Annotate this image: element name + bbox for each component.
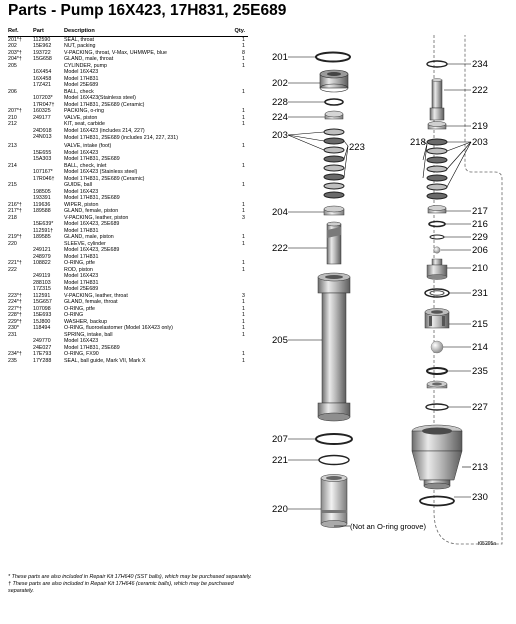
cell-qty: 1 xyxy=(242,208,245,214)
cell-description: WASHER, backup xyxy=(64,318,108,325)
cell-description: GLAND, female, throat xyxy=(64,299,118,305)
cell-qty: 1 xyxy=(242,43,245,49)
cell-part: 15G658 xyxy=(33,56,52,62)
o-ring-groove-note: (Not an O-ring groove) xyxy=(350,522,426,531)
cell-qty: 1 xyxy=(242,331,245,338)
cell-ref: 215 xyxy=(8,182,17,188)
cell-qty: 1 xyxy=(242,234,245,240)
cell-description: O-RING, fluoroelastomer (Model 16X423 only) xyxy=(64,325,173,331)
label-231: 231 xyxy=(472,288,488,299)
label-201: 201 xyxy=(272,52,288,63)
cell-qty: 1 xyxy=(242,108,245,114)
cell-description: O-RING, FX90 xyxy=(64,351,99,357)
cell-ref: 231 xyxy=(8,331,17,338)
cell-qty: 1 xyxy=(242,299,245,305)
cell-part: 189588 xyxy=(33,208,51,214)
footnotes xyxy=(8,574,252,595)
cell-qty: 1 xyxy=(242,56,245,62)
cell-part: 15E639* xyxy=(33,221,54,227)
parts-table xyxy=(8,28,248,364)
part-218-v-packing-stack xyxy=(427,139,447,199)
cell-part: 15A303 xyxy=(33,156,52,162)
cell-description: Model 16X423 xyxy=(64,338,99,344)
label-222-left: 222 xyxy=(272,243,288,254)
label-219: 219 xyxy=(472,121,488,132)
cell-description: NUT, packing xyxy=(64,43,96,49)
cell-part: 16X458 xyxy=(33,75,52,82)
cell-qty: 1 xyxy=(242,312,245,318)
cell-ref: 222 xyxy=(8,266,17,273)
cell-description: PACKING, o-ring xyxy=(64,108,104,114)
cell-part: 198505 xyxy=(33,188,51,195)
cell-ref: 235 xyxy=(8,357,17,364)
cell-qty: 1 xyxy=(242,121,245,127)
cell-qty: 1 xyxy=(242,260,245,266)
label-217: 217 xyxy=(472,206,488,217)
label-210: 210 xyxy=(472,263,488,274)
cell-part: 249121 xyxy=(33,247,51,253)
cell-description: GLAND, male, throat xyxy=(64,56,114,62)
cell-part: 24E027 xyxy=(33,344,52,351)
cell-ref: 221*† xyxy=(8,260,22,266)
cell-ref: 228*† xyxy=(8,312,22,318)
cell-ref: 203*† xyxy=(8,49,22,56)
label-234: 234 xyxy=(472,59,488,70)
cell-qty: 1 xyxy=(242,114,245,121)
part-214-ball xyxy=(431,341,443,353)
table-row xyxy=(8,358,248,365)
cell-ref: 204*† xyxy=(8,56,22,62)
label-222-right: 222 xyxy=(472,85,488,96)
cell-description: KIT, seat, carbide xyxy=(64,121,105,127)
cell-ref xyxy=(8,134,33,143)
cell-ref: 212 xyxy=(8,121,17,127)
cell-description: Model 16X423 xyxy=(64,188,99,195)
cell-part: 107203* xyxy=(33,95,53,101)
cell-qty: 1 xyxy=(242,357,245,364)
cell-description: Model 17H831 xyxy=(64,227,99,234)
part-213-intake-valve xyxy=(412,425,462,489)
cell-description: O-RING, ptfe xyxy=(64,260,95,266)
cell-part: 107167* xyxy=(33,169,53,175)
part-217-gland-female xyxy=(428,206,446,214)
cell-description: Model 25E689 xyxy=(64,82,99,88)
cell-description: SEAL, ball guide, Mark VII, Mark X xyxy=(64,357,146,364)
label-203-right: 203 xyxy=(472,137,488,148)
cell-ref: 230* xyxy=(8,325,19,331)
footnote-dagger: † These parts are also included in Repair Kit 17H646 (ceramic balls), which may be purchased separately. xyxy=(8,581,234,594)
cell-qty: 1 xyxy=(242,318,245,325)
part-202-packing-nut xyxy=(320,70,348,92)
cell-ref: 224*† xyxy=(8,299,22,305)
figure-id: t05295a xyxy=(478,541,497,547)
cell-part: 15E962 xyxy=(33,43,52,49)
part-230-o-ring xyxy=(420,497,454,506)
label-207: 207 xyxy=(272,434,288,445)
label-206: 206 xyxy=(472,245,488,256)
label-224: 224 xyxy=(272,112,288,123)
cell-part: 17E793 xyxy=(33,351,52,357)
cell-part: 15J800 xyxy=(33,318,51,325)
part-229-washer xyxy=(430,235,444,239)
col-header-qty: Qty. xyxy=(222,28,248,36)
cell-description: Model 16X423 xyxy=(64,69,99,75)
cell-description: Model 16X423 xyxy=(64,149,99,156)
cell-part: 249119 xyxy=(33,273,51,279)
cell-qty: 8 xyxy=(242,49,245,56)
cell-qty: 1 xyxy=(242,88,245,95)
cell-qty xyxy=(222,134,248,143)
cell-part: 108822 xyxy=(33,260,51,266)
cell-description: SPRING, intake, ball xyxy=(64,331,113,338)
part-228-o-ring xyxy=(325,99,343,105)
label-235: 235 xyxy=(472,366,488,377)
part-207-o-ring xyxy=(316,434,352,444)
cell-part: 16X454 xyxy=(33,69,52,75)
cell-qty: 3 xyxy=(242,292,245,299)
cell-description: BALL, check, inlet xyxy=(64,162,107,169)
table-row xyxy=(8,134,248,143)
cell-part: 112591† xyxy=(33,227,54,234)
col-header-ref: Ref. xyxy=(8,28,33,36)
cell-ref: 210 xyxy=(8,114,17,121)
cell-qty: 1 xyxy=(242,182,245,188)
cell-ref: 223*† xyxy=(8,292,22,299)
cell-description: Model 16X423(Stainless steel) xyxy=(64,95,136,101)
cell-description: Model 17H831, 25E689 (Ceramic) xyxy=(64,175,145,182)
cell-ref: 219*† xyxy=(8,234,22,240)
cell-description: Model 16X423 xyxy=(64,273,99,279)
page-title: Parts - Pump 16X423, 17H831, 25E689 xyxy=(8,2,287,19)
part-212-seat xyxy=(427,381,447,388)
cell-description: SLEEVE, cylinder xyxy=(64,240,106,247)
cell-part: 17R046† xyxy=(33,175,55,182)
label-214: 214 xyxy=(472,342,488,353)
cell-part: 112590 xyxy=(33,36,51,43)
cell-part: 288103 xyxy=(33,279,51,286)
cell-qty: 1 xyxy=(242,305,245,312)
label-218: 218 xyxy=(410,137,426,148)
cell-description: VALVE, piston xyxy=(64,114,98,121)
part-231-spring xyxy=(425,289,449,297)
cell-description: Model 16X423, 25E689 xyxy=(64,247,120,253)
cell-description: Model 17H831 xyxy=(64,279,99,286)
cell-description: V-PACKING, leather, throat xyxy=(64,292,128,299)
cell-description: O-RING, ptfe xyxy=(64,305,95,312)
part-227-o-ring xyxy=(426,404,448,410)
cell-description: Model 17H831, 25E689 xyxy=(64,195,120,201)
cell-part: 112591 xyxy=(33,292,51,299)
cell-part: 24N013 xyxy=(33,134,52,140)
cell-part: 17Z421 xyxy=(33,82,51,88)
part-210-piston-valve xyxy=(427,259,447,280)
part-235-seal xyxy=(427,368,447,374)
cell-description: BALL, check xyxy=(64,88,94,95)
label-213: 213 xyxy=(472,462,488,473)
cell-description: GUIDE, ball xyxy=(64,182,92,188)
parts-table-body xyxy=(8,36,248,364)
part-204-gland-male xyxy=(324,206,344,215)
part-201-seal xyxy=(316,53,350,62)
cell-part: 249770 xyxy=(33,338,51,344)
cell-ref: 202 xyxy=(8,43,17,49)
cell-ref: 207*† xyxy=(8,108,22,114)
cell-description: Model 17H831, 25E689 (Ceramic) xyxy=(64,101,145,108)
table-header-row xyxy=(8,28,248,36)
cell-ref: 218 xyxy=(8,214,17,221)
cell-description: Model 17H831 xyxy=(64,75,99,82)
part-216-wiper xyxy=(429,222,445,227)
cell-qty: 1 xyxy=(242,62,245,69)
cell-description: V-PACKING, throat, V-Max, UHMWPE, blue xyxy=(64,49,167,56)
label-229: 229 xyxy=(472,232,488,243)
cell-part: 160325 xyxy=(33,108,51,114)
label-221: 221 xyxy=(272,455,288,466)
footnote-star: * These parts are also included in Repair Kit 17H640 (SST balls), which may be purchased separately. xyxy=(8,574,252,580)
cell-description: Model 25E689 xyxy=(64,286,99,292)
cell-part: 189585 xyxy=(33,234,51,240)
cell-part: 119636 xyxy=(33,201,51,208)
cell-part: 15E655 xyxy=(33,149,52,156)
cell-qty: 1 xyxy=(242,162,245,169)
cell-ref: 220 xyxy=(8,240,17,247)
cell-qty: 1 xyxy=(242,325,245,331)
cell-ref: 216*† xyxy=(8,201,22,208)
cell-description: Model 17H831 xyxy=(64,253,99,260)
label-202: 202 xyxy=(272,78,288,89)
cell-description: VALVE, intake (foot) xyxy=(64,143,112,149)
part-215-ball-guide xyxy=(425,309,449,329)
cell-part: 118494 xyxy=(33,325,51,331)
label-228: 228 xyxy=(272,97,288,108)
cell-qty: 1 xyxy=(242,240,245,247)
cell-part: 17Y288 xyxy=(33,357,52,364)
cell-qty: 3 xyxy=(242,214,245,221)
part-219-gland-male xyxy=(428,122,446,130)
cell-ref: 205 xyxy=(8,62,17,69)
cell-part: 24D918 xyxy=(33,127,52,134)
cell-part: 17Z315 xyxy=(33,286,51,292)
cell-ref: 201*† xyxy=(8,36,22,43)
cell-part: 107098 xyxy=(33,305,51,312)
cell-description: Model 17H831, 25E689 (includes 214, 227, 231) xyxy=(64,135,178,141)
label-216: 216 xyxy=(472,219,488,230)
cell-description: GLAND, female, piston xyxy=(64,208,119,214)
cell-part: 248979 xyxy=(33,253,51,260)
col-header-part: Part xyxy=(33,28,64,36)
cell-description: Model 16X423 (Stainless steel) xyxy=(64,169,138,175)
label-215: 215 xyxy=(472,319,488,330)
cell-description: SEAL, throat xyxy=(64,36,95,43)
cell-ref: 229*† xyxy=(8,318,22,325)
label-230: 230 xyxy=(472,492,488,503)
label-203-left: 203 xyxy=(272,130,288,141)
part-206-ball xyxy=(434,247,440,253)
cell-part: 249177 xyxy=(33,114,51,121)
cell-description: ROD, piston xyxy=(64,266,93,273)
label-227: 227 xyxy=(472,402,488,413)
cell-ref: 213 xyxy=(8,143,17,149)
cell-description: V-PACKING, leather, piston xyxy=(64,214,129,221)
cell-description: Model 17H831, 25E689 xyxy=(64,344,120,351)
part-222-rod-end xyxy=(430,79,444,121)
label-220: 220 xyxy=(272,504,288,515)
cell-qty: 1 xyxy=(242,143,245,149)
part-205-cylinder xyxy=(318,273,350,421)
cell-part: 193391 xyxy=(33,195,51,201)
part-222-piston-rod xyxy=(327,222,341,264)
cell-description: Model 17H831, 25E689 xyxy=(64,156,120,162)
cell-ref: 206 xyxy=(8,88,17,95)
part-234-o-ring xyxy=(427,61,447,67)
cell-part: 193722 xyxy=(33,49,51,56)
col-header-description: Description xyxy=(64,28,222,36)
exploded-view-diagram xyxy=(252,24,514,620)
cell-description: WIPER, piston xyxy=(64,201,99,208)
cell-qty: 1 xyxy=(242,266,245,273)
cell-part: 17R047† xyxy=(33,101,55,108)
label-223: 223 xyxy=(349,142,365,153)
cell-description: Model 16X423, 25E689 xyxy=(64,221,120,227)
table-row xyxy=(8,36,248,43)
label-204: 204 xyxy=(272,207,288,218)
cell-qty: 1 xyxy=(242,36,245,43)
cell-qty: 1 xyxy=(242,351,245,357)
cell-ref: 217*† xyxy=(8,208,22,214)
part-203-v-packing-stack xyxy=(324,129,344,198)
cell-part: 15E693 xyxy=(33,312,52,318)
cell-part: 15G657 xyxy=(33,299,52,305)
cell-ref: 227*† xyxy=(8,305,22,312)
label-205: 205 xyxy=(272,335,288,346)
cell-description: CYLINDER, pump xyxy=(64,62,107,69)
cell-description: O-RING xyxy=(64,312,84,318)
part-220-sleeve xyxy=(321,475,347,528)
cell-ref: 214 xyxy=(8,162,17,169)
part-224-gland xyxy=(325,111,343,119)
cell-description: GLAND, male, piston xyxy=(64,234,114,240)
part-221-o-ring xyxy=(319,456,349,465)
cell-ref: 234*† xyxy=(8,351,22,357)
cell-description: Model 16X423 (includes 214, 227) xyxy=(64,127,145,134)
cell-qty: 1 xyxy=(242,201,245,208)
